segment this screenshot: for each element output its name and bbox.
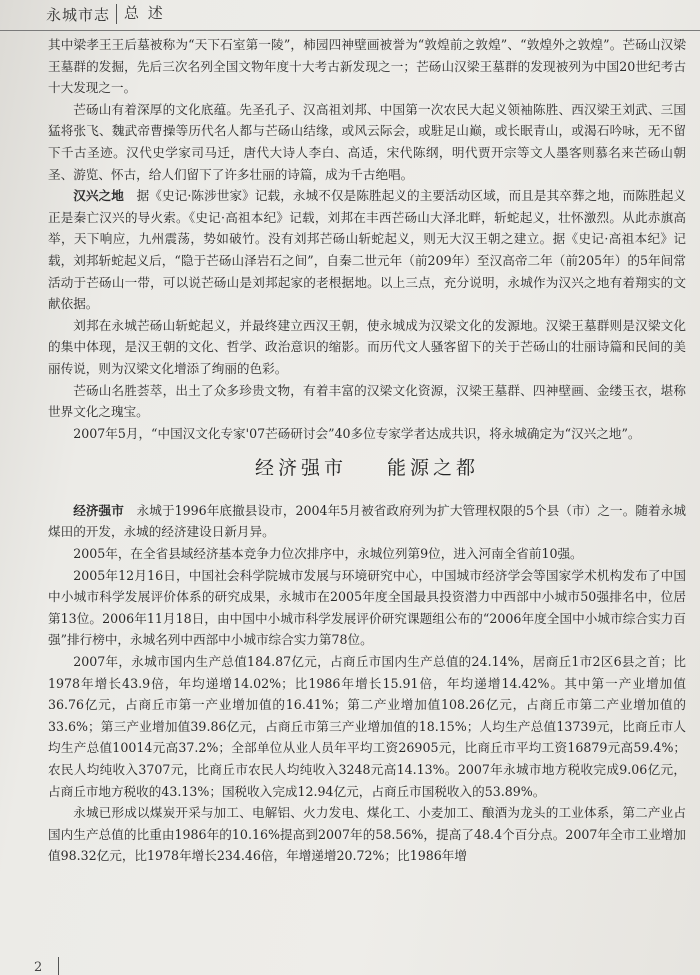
paragraph-text: 永城于1996年底撤县设市，2004年5月被省政府列为扩大管理权限的5个县（市）之一。随着永城煤田的开发，永城的经济建设日新月异。 (48, 502, 687, 540)
section-heading-right: 能源之都 (387, 457, 480, 480)
paragraph: 芒砀山有着深厚的文化底蕴。先圣孔子、汉高祖刘邦、中国第一次农民大起义领袖陈胜、西汉梁王刘武、三国猛将张飞、魏武帝曹操等历代名人都与芒砀山结缘，或风云际会，或駐足山巅，或长眠青山，或渴石吟咏，无不留下千古圣迹。汉代史学家司马迁，唐代大诗人李白、高适，宋代陈纲，明代贾开宗等文人墨客则慕名来芒砀山朝圣、游览、怀古，给人们留下了许多壮丽的诗篇，成为千古绝唱。 (48, 101, 686, 182)
paragraph-lead: 经济强市 (73, 502, 124, 518)
paragraph (48, 500, 686, 543)
paragraph: 其中梁孝王王后墓被称为“天下石室第一陵”，柿园四神壁画被誉为“敦煌前之敦煌”、“敦煌外之敦煌”。芒砀山汉梁王墓群的发掘，先后三次名列全国文物年度十大考古新发现之一；芒砀山汉梁王墓群的发现被列为中国20世纪考古十大发现之一。 (48, 37, 686, 96)
paragraph: 2007年，永城市国内生产总值184.87亿元，占商丘市国内生产总值的24.14%，居商丘1市2区6县之首；比1978年增长43.9倍，年均递增14.02%；比1986年增长15.91倍，年均递增14.42%。其中第一产业增加值36.76亿元，占商丘市第一产业增加值的16.41%；第二产业增加值108.26亿元，占商丘市第二产业增加值的33.6%；第三产业增加值39.86亿元，占商丘市第三产业增加值的18.15%；人均生产总值13739元，比商丘市人均生产总值10014元高37.2%；全部单位从业人员年平均工资26905元，比商丘市平均工资16879元高59.4%；农民人均纯收入3707元，比商丘市农民人均纯收入3248元高14.13%。2007年永城市地方税收完成9.06亿元，占商丘市地方税收的43.13%；国税收入完成12.94亿元，占商丘市国税收入的53.89%。 (48, 654, 686, 799)
paragraph: 永城已形成以煤炭开采与加工、电解铝、火力发电、煤化工、小麦加工、酿酒为龙头的工业体系，第二产业占国内生产总值的比重由1986年的10.16%提高到2007年的58.56%，提高了48.4个百分点。2007年全市工业增加值98.32亿元，比1978年增长234.46倍，年增递增20.72%；比1986年增 (48, 805, 686, 864)
paragraph (48, 185, 686, 315)
section-heading-left: 经济强市 (254, 457, 347, 480)
header-divider (116, 4, 117, 24)
book-title: 永城市志 (46, 6, 111, 24)
paragraph: 2005年12月16日，中国社会科学院城市发展与环境研究中心，中国城市经济学会等国家学术机构发布了中国中小城市科学发展评价体系的研究成果，永城市在2005年度全国最具投资潜力中西部中小城市50强排名中，位居第13位。2006年11月18日，由中国中小城市科学发展评价研究课题组公布的“2006年度全国中小城市综合实力百强”排行榜中，永城名列中西部中小城市综合实力第78位。 (48, 567, 686, 648)
paragraph: 2007年5月，“中国汉文化专家'07芒砀研讨会”40多位专家学者达成共识，将永城确定为“汉兴之地”。 (73, 425, 641, 441)
page-number: 2 (34, 960, 43, 975)
paragraph: 刘邦在永城芒砀山斩蛇起义，并最终建立西汉王朝，使永城成为汉梁文化的发源地。汉梁王墓群则是汉梁文化的集中体现，是汉王朝的文化、哲学、政治意识的缩影。而历代文人骚客留下的关于芒砀山的壮丽诗篇和民间的美丽传说，则为汉梁文化增添了绚丽的色彩。 (48, 317, 686, 376)
page-body (48, 34, 686, 867)
section-name: 总 述 (124, 4, 165, 22)
paragraph: 芒砀山名胜荟萃，出土了众多珍贵文物，有着丰富的汉梁文化资源，汉梁王墓群、四神壁画、金缕玉衣，堪称世界文化之瑰宝。 (48, 382, 686, 420)
paragraph: 2005年，在全省县域经济基本竞争力位次排序中，永城位列第9位，进入河南全省前10强。 (73, 546, 583, 562)
footer-divider (58, 957, 59, 975)
section-heading (48, 458, 686, 480)
paragraph-text: 据《史记·陈涉世家》记载，永城不仅是陈胜起义的主要活动区域，而且是其卒葬之地，而陈胜起义正是秦亡汉兴的导火索。《史记·高祖本纪》记载，刘邦在丰西芒砀山大泽北畔，斩蛇起义，壮怀激烈。从此赤旗高举，天下响应，九州震荡，势如破竹。没有刘邦芒砀山斩蛇起义，则无大汉王朝之建立。据《史记·高祖本纪》记载，刘邦斩蛇起义后，“隐于芒砀山泽岩石之间”，自秦二世元年（前209年）至汉高帝二年（前205年）的5年间常活动于芒砀山一带，可以说芒砀山是刘邦起家的老根据地。以上三点，充分说明，永城作为汉兴之地有着翔实的文献依据。 (48, 188, 686, 312)
running-header (0, 0, 700, 31)
paragraph-lead: 汉兴之地 (73, 188, 124, 204)
